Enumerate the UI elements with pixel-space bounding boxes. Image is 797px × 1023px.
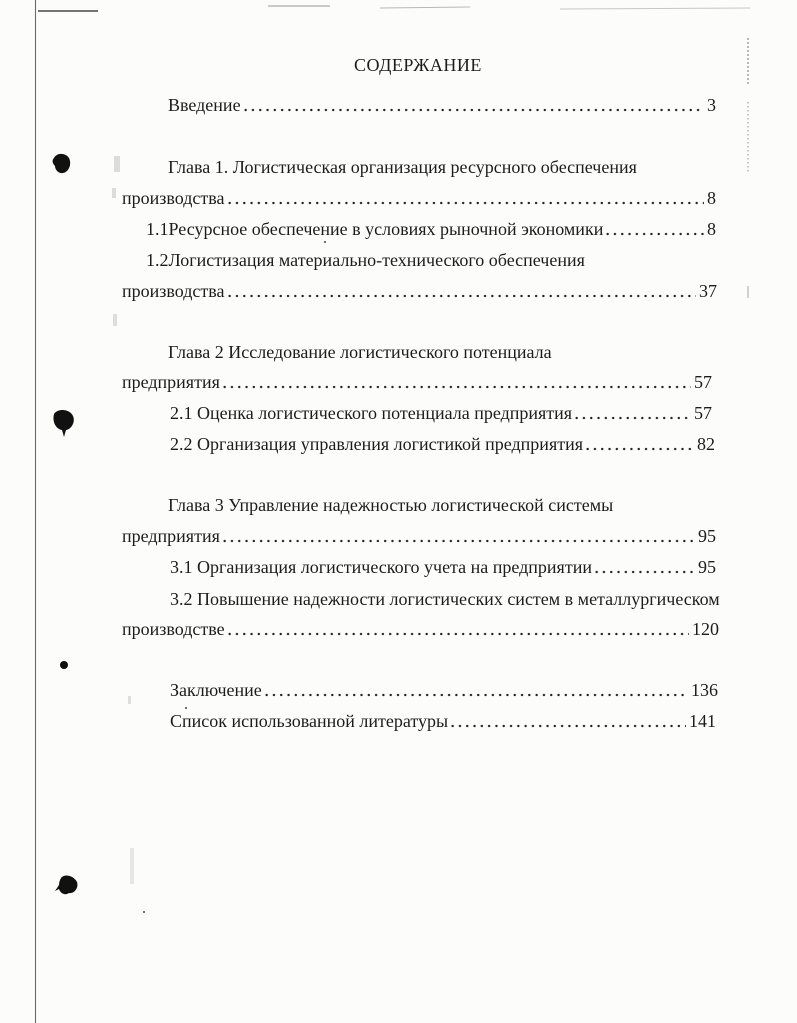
dot-leader [584,433,694,455]
toc-entry-label: Заключение [170,680,262,700]
dot-leader [221,525,695,547]
scan-speckle [185,707,187,709]
top-scan-line [380,7,470,8]
scan-blot [60,661,68,669]
dot-leader [221,371,691,393]
scan-speckle [128,696,131,704]
toc-entry-section-1-1 [146,218,716,240]
toc-entry-label: Введение [168,95,241,115]
chapter-1-heading-line2: производства [122,188,225,208]
scan-blot [55,875,77,894]
scan-speckle [114,156,120,172]
toc-page-number: 95 [698,557,716,577]
scan-speckle [143,911,145,913]
toc-page-number: 8 [707,219,716,239]
toc-page-number: 8 [707,188,716,208]
toc-entry-chapter-2 [122,371,712,393]
toc-page-number: 57 [694,403,712,423]
chapter-3-heading-line2: предприятия [122,526,220,546]
toc-entry-chapter-3 [122,525,716,547]
toc-page-number: 120 [692,619,719,639]
toc-page-number: 37 [699,281,717,301]
toc-entry-section-3-1 [170,556,716,578]
dot-leader [226,280,697,302]
toc-page-number: 95 [698,526,716,546]
section-1-2-line1: 1.2Логистизация материально-технического обеспечения [146,250,585,270]
scan-blot [53,410,73,437]
toc-page-number: 3 [707,95,716,115]
toc-entry-section-3-2 [122,618,719,640]
dot-leader [573,402,691,424]
dot-leader [263,679,688,701]
toc-entry-label: Список использованной литературы [170,711,449,731]
dot-leader [449,710,686,732]
chapter-1-heading-line1: Глава 1. Логистическая организация ресурсного обеспечения [168,157,637,177]
dot-leader [593,556,695,578]
top-scan-line [560,8,750,9]
toc-entry-conclusion [170,679,718,701]
toc-entry-label: 1.1Ресурсное обеспечение в условиях рыночной экономики [146,219,604,239]
toc-page-number: 141 [689,711,716,731]
toc-page-number: 136 [691,680,718,700]
scan-speckle [324,241,326,243]
chapter-2-heading-line1: Глава 2 Исследование логистического потенциала [168,342,552,362]
scan-blot [53,154,71,173]
page-title: СОДЕРЖАНИЕ [354,55,482,75]
chapter-3-heading-line1: Глава 3 Управление надежностью логистической системы [168,495,614,515]
toc-entry-bibliography [170,710,716,732]
dot-leader [226,187,705,209]
toc-entry-section-2-1 [170,402,712,424]
scan-speckle [112,188,116,198]
scan-speckle [113,314,117,326]
dot-leader [226,618,689,640]
section-1-2-line2: производства [122,281,225,301]
dot-leader [604,218,704,240]
toc-entry-label: 2.1 Оценка логистического потенциала предприятия [170,403,573,423]
toc-entry-chapter-1 [122,187,716,209]
dot-leader [242,94,704,116]
section-3-2-line2: производстве [122,619,225,639]
scan-speckle [130,848,134,884]
toc-entry-label: 2.2 Организация управления логистикой предприятия [170,434,583,454]
toc-page-number: 82 [697,434,715,454]
toc-page-number: 57 [694,372,712,392]
toc-entry-label: 3.1 Организация логистического учета на предприятии [170,557,592,577]
chapter-2-heading-line2: предприятия [122,372,220,392]
toc-entry-introduction [168,94,716,116]
toc-entry-section-1-2 [122,280,717,302]
toc-entry-section-2-2 [170,433,715,455]
section-3-2-line1: 3.2 Повышение надежности логистических систем в металлургическом [170,589,720,609]
